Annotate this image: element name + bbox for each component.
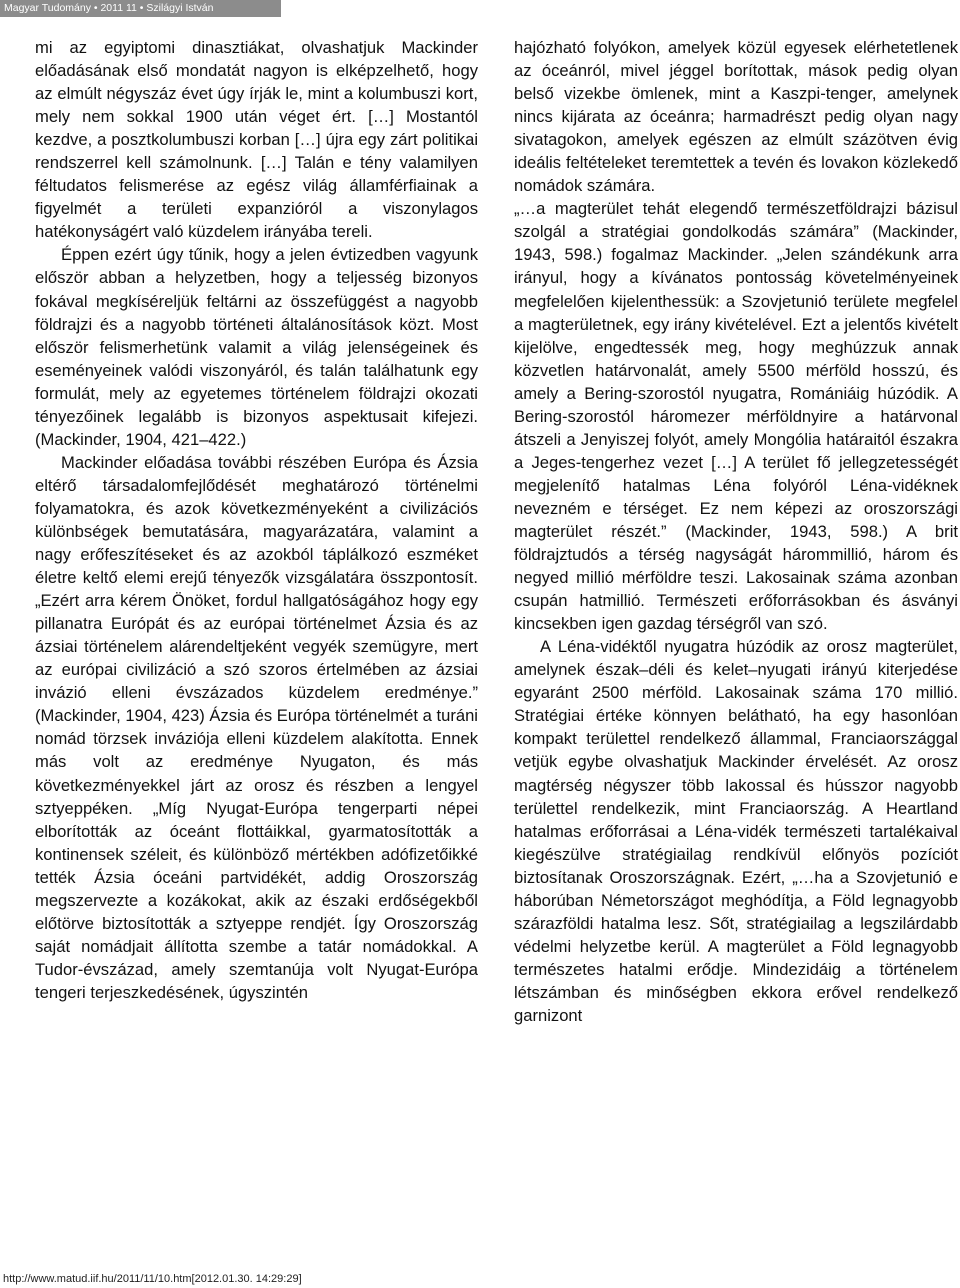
left-paragraph-3: Mackinder előadása további részében Európa és Ázsia eltérő társadalomfejlődését meghatározó történelmi folyamatokra, és azok következményeként a civilizációs különbségek bemutatására, magyarázatára, valamint a nagy erőfeszítéseket és az azokból táplálkozó eszméket életre keltő elemi erejű tényezők vizsgálatára összpontosít. „Ezért arra kérem Önöket, fordul hallgatóságához hogy egy pillanatra Európát és az európai történelmet Ázsia és az ázsiai történelem alárendeltjeként vegyék szemügyre, mert az európai civilizáció a szó szoros értelmében az ázsiai invázió elleni évszázados küzdelem eredménye.” (Mackinder, 1904, 423) Ázsia és Európa történelmét a turáni nomád törzsek inváziója elleni küzdelem alakította. Ennek más volt az eredménye Nyugaton, és más következményekkel járt az orosz és részben a lengyel sztyeppéken. „Míg Nyugat-Európa tengerparti népei elborították az óceánt flottáikkal, gyarmatosították a kontinensek széleit, és különböző mértékben adófizetőikké tették Ázsia óceáni partvidékét, addig Oroszország megszervezte a kozákokat, akik az északi erdőségekből előtörve biztosították a sztyeppe rendjét. Így Oroszország saját nomádjait állította szembe a tatár nomádokkal. A Tudor-évszázad, amely szemtanúja volt Nyugat-Európa tengeri terjeszkedésének, úgyszintén — [35, 452, 478, 1002]
running-title: Magyar Tudomány • 2011 11 • Szilágyi István — [4, 2, 214, 14]
left-paragraph-2: Éppen ezért úgy tűnik, hogy a jelen évtizedben vagyunk először abban a helyzetben, hogy a teljesség bizonyos fokával megkíséreljük feltárni az összefüggést a nagyobb földrajzi és a nagyobb történeti általánosítások közt. Most először felismerhetünk valamit a világ jelenségeinek és eseményeinek valódi viszonyáról, és talán találhatunk egy formulát, mely az egyetemes történelem földrajzi okozati tényezőinek legalább is bizonyos aspektusait kifejezi. (Mackinder, 1904, 421–422.) — [35, 245, 478, 449]
right-paragraph-2: „…a magterület tehát elegendő természetföldrajzi bázisul szolgál a stratégiai gondolkodás számára” (Mackinder, 1943, 598.) fogalmaz Mackinder. „Jelen szándékunk arra irányul, hogy a kívánatos pontosság követelményeinek megfelelően kijelenthessük: a Szovjetunió területe megfelel a magterületnek, egy irány kivételével. Ezt a jelentős kivételt kijelölve, engedtessék meg, hogy meghúzzuk annak közvetlen határvonalát, amely 5500 mérföld hosszú, és amely a Bering-szorostól nyugatra, Romániáig húzódik. A Bering-szorostól háromezer mérföldnyire a határvonal átszeli a Jenyiszej folyót, amely Mongólia határaitól északra a Jeges-tengerhez vezet […] A terület fő jellegzetességét megjelenítő hatalmas Léna folyóról Léna-vidéknek nevezném e térséget. Ez nem képezi az oroszországi magterület részét.” (Mackinder, 1943, 598.) A brit földrajztudós a térség nagyságát hárommillió, három és negyed millió mérföldre teszi. Lakosainak száma azonban csupán hatmillió. Természeti erőforrásokban és ásványi kincsekben igen gazdag térségről van szó. — [514, 199, 958, 634]
right-paragraph-1: hajózható folyókon, amelyek közül egyesek elérhetetlenek az óceánról, mivel jéggel borítottak, mások pedig olyan belső vizekbe ömlenek, mint a Kaszpi-tenger, amelynek nincs kijárata az óceánra; harmadrészt pedig olyan nagy sivatagokon, amelyek egészen az elmúlt százötven évig ideális feltételeket teremtettek a tevén és lovakon közlekedő nomádok számára. — [514, 38, 958, 196]
running-header — [0, 0, 281, 17]
footer-url: http://www.matud.iif.hu/2011/11/10.htm[2012.01.30. 14:29:29] — [3, 1273, 302, 1285]
left-column — [35, 36, 478, 1004]
right-paragraph-3: A Léna-vidéktől nyugatra húzódik az orosz magterület, amelynek észak–déli és kelet–nyugati irányú kiterjedése egyaránt 2500 mérföld. Lakosainak száma 170 millió. Stratégiai értéke könnyen belátható, ha egy hasonlóan kompakt területtel rendelkező állammal, Franciaországgal vetjük egybe olvashatjuk Mackinder érvelését. Az orosz magtérség négyszer több lakossal és hússzor nagyobb területtel rendelkezik, mint Franciaország. A Heartland hatalmas erőforrásai a Léna-vidék természeti tartalékaival kiegészülve stratégiailag rendkívül előnyös pozíciót biztosítanak Oroszországnak. Ezért, „…ha a Szovjetunió e háborúban Németországot meghódítja, a Föld legnagyobb szárazföldi hatalma lesz. Sőt, stratégiailag a legszilárdabb védelmi helyzetbe kerül. A magterület a Föld legnagyobb természetes hatalmi erődje. Mindezidáig a történelem létszámban és minőségben ekkora erővel rendelkező garnizont — [514, 637, 958, 1025]
left-paragraph-1: mi az egyiptomi dinasztiákat, olvashatjuk Mackinder előadásának első mondatát nagyon is elképzelhető, hogy az elmúlt négyszáz évet úgy írják le, mint a kolumbuszi kort, mely nem sokkal 1900 után véget ért. […] Mostantól kezdve, a posztkolumbuszi korban […] újra egy zárt politikai rendszerrel kell számolnunk. […] Talán e tény valamilyen féltudatos felismerése az egész világ államférfiainak a figyelmét a területi expanzióról a viszonylagos hatékonyságért való küzdelem irányába tereli. — [35, 38, 478, 242]
right-column — [514, 36, 958, 1027]
